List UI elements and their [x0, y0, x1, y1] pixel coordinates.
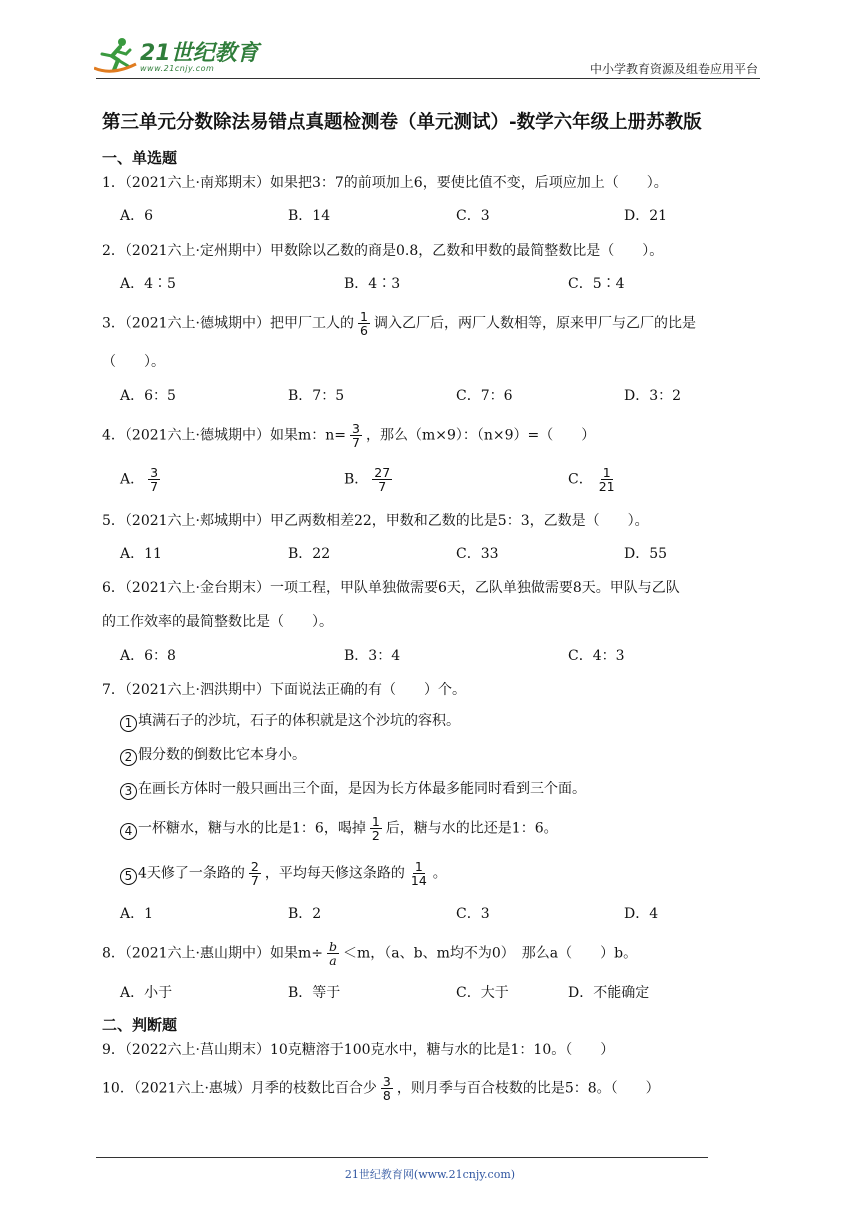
statement-fraction: [370, 815, 382, 842]
fraction-numerator: 1: [414, 859, 423, 874]
q8-text-pre: 8．（2021六上·惠山期中）如果m÷: [102, 945, 323, 962]
q2-option-c: C．5∶4: [568, 276, 625, 292]
q4-text-post: ，那么（m×9）：（n×9）=（ ）: [365, 427, 596, 444]
q8-option-c: C．大于: [456, 985, 509, 1001]
q5-option-a: A．11: [120, 546, 162, 562]
q5-option-b: B．22: [288, 546, 331, 562]
fraction-numerator: b: [329, 939, 338, 954]
q5-option-c: C．33: [456, 546, 499, 562]
q7-option-d: D．4: [624, 906, 659, 922]
statement-text: 在画长方体时一般只画出三个面，是因为长方体最多能同时看到三个面。: [138, 781, 586, 797]
q6-option-c: C．4：3: [568, 648, 625, 664]
question-1: 1．（2021六上·南郑期末）如果把3：7的前项加上6，要使比值不变，后项应加上（ ）。: [102, 175, 668, 191]
site-logo: [94, 36, 264, 78]
question-9: 9．（2022六上·莒山期末）10克糖溶于100克水中，糖与水的比是1：10。（ ）: [102, 1042, 615, 1058]
platform-name: 中小学教育资源及组卷应用平台: [589, 62, 758, 76]
question-6: 6．（2021六上·金台期末）一项工程，甲队单独做需要6天，乙队单独做需要8天。甲队与乙队: [102, 580, 680, 596]
fraction-numerator: 3: [150, 465, 159, 480]
circled-number: 3: [120, 783, 137, 800]
q3-fraction: [358, 310, 370, 337]
option-label: A．: [120, 471, 145, 488]
q7-option-b: B．2: [288, 906, 322, 922]
fraction-denominator: a: [329, 953, 337, 969]
q10-text-pre: 10．（2021六上·惠城）月季的枝数比百合少: [102, 1080, 377, 1097]
question-5: 5．（2021六上·郏城期中）甲乙两数相差22，甲数和乙数的比是5：3，乙数是（ ）。: [102, 513, 649, 529]
fraction-denominator: 21: [598, 479, 615, 495]
fraction-denominator: 7: [250, 873, 259, 889]
option-label: C．: [568, 471, 593, 488]
statement-text: 填满石子的沙坑，石子的体积就是这个沙坑的容积。: [138, 713, 460, 729]
q3-option-a: A．6：5: [120, 388, 176, 404]
statement-text: 假分数的倒数比它本身小。: [138, 747, 306, 763]
q7-option-c: C．3: [456, 906, 490, 922]
q4-fraction: [350, 422, 362, 449]
statement-text: 后，糖与水的比还是1：6。: [385, 820, 558, 837]
q8-fraction: [327, 940, 339, 967]
logo-url: www.21cnjy.com: [140, 64, 215, 73]
option-label: B．: [344, 471, 369, 488]
q3-text-post: 调入乙厂后，两厂人数相等，原来甲厂与乙厂的比是: [373, 315, 696, 332]
question-6-continued: 的工作效率的最简整数比是（ ）。: [102, 614, 333, 630]
circled-number: 4: [120, 823, 137, 840]
q8-option-b: B．等于: [288, 985, 341, 1001]
q3-option-d: D．3：2: [624, 388, 682, 404]
question-3-continued: （ ）。: [102, 354, 165, 370]
fraction-numerator: 2: [250, 859, 259, 874]
q4-option-b: [344, 466, 396, 493]
option-fraction: [372, 466, 392, 493]
page-footer: 21世纪教育网(www.21cnjy.com): [344, 1168, 516, 1181]
fraction-denominator: 7: [352, 435, 360, 451]
question-2: 2．（2021六上·定州期中）甲数除以乙数的商是0.8，乙数和甲数的最简整数比是（ ）。: [102, 243, 664, 259]
q4-option-c: [568, 466, 621, 493]
q2-option-a: A．4∶5: [120, 276, 176, 292]
runner-logo-icon: [94, 36, 138, 76]
q4-option-a: [120, 466, 164, 493]
q10-fraction: [381, 1075, 393, 1102]
statement-text: ，平均每天修这条路的: [264, 865, 405, 882]
q7-statement-1: [120, 714, 460, 732]
q7-statement-2: [120, 748, 306, 766]
q10-text-post: ，则月季与百合枝数的比是5：8。（ ）: [396, 1080, 660, 1097]
question-3: [102, 310, 696, 337]
q5-option-d: D．55: [624, 546, 668, 562]
statement-fraction: [409, 860, 429, 887]
q6-option-b: B．3：4: [344, 648, 401, 664]
q2-option-b: B．4∶3: [344, 276, 401, 292]
q4-text-pre: 4．（2021六上·德城期中）如果m：n=: [102, 427, 347, 444]
q7-statement-5: [120, 860, 447, 887]
statement-text: 一杯糖水，糖与水的比是1：6，喝掉: [138, 820, 366, 837]
fraction-numerator: 3: [352, 421, 360, 436]
fraction-numerator: 3: [382, 1074, 391, 1089]
q8-option-a: A．小于: [120, 985, 173, 1001]
header-divider: [96, 78, 760, 79]
fraction-denominator: 2: [371, 828, 380, 844]
fraction-numerator: 1: [602, 465, 611, 480]
fraction-denominator: 7: [150, 479, 159, 495]
q1-option-a: A．6: [120, 208, 154, 224]
fraction-denominator: 6: [360, 323, 368, 339]
option-fraction: [148, 466, 160, 493]
q3-text-pre: 3．（2021六上·德城期中）把甲厂工人的: [102, 315, 354, 332]
question-4: [102, 422, 595, 449]
q1-option-b: B．14: [288, 208, 331, 224]
footer-divider: [96, 1157, 708, 1158]
q1-option-d: D．21: [624, 208, 668, 224]
circled-number: 2: [120, 749, 137, 766]
section-heading-true-false: 二、判断题: [102, 1016, 178, 1034]
circled-number: 5: [120, 868, 137, 885]
q6-option-a: A．6：8: [120, 648, 176, 664]
q7-statement-4: [120, 815, 558, 842]
q7-option-a: A．1: [120, 906, 154, 922]
question-10: [102, 1075, 660, 1102]
statement-fraction: [249, 860, 261, 887]
fraction-denominator: 8: [382, 1088, 391, 1104]
q1-option-c: C．3: [456, 208, 490, 224]
fraction-denominator: 14: [410, 873, 427, 889]
section-heading-single-choice: 一、单选题: [102, 149, 178, 167]
fraction-numerator: 1: [371, 814, 380, 829]
option-fraction: [597, 466, 617, 493]
logo-text: 21世纪教育: [140, 41, 259, 66]
q8-text-post: ＜m，（a、b、m均不为0） 那么a（ ）b。: [343, 945, 638, 962]
statement-text: 。: [432, 865, 447, 882]
question-7: 7．（2021六上·泗洪期中）下面说法正确的有（ ）个。: [102, 682, 466, 698]
q3-option-c: C．7：6: [456, 388, 513, 404]
page-title: 第三单元分数除法易错点真题检测卷（单元测试）-数学六年级上册苏教版: [102, 112, 702, 133]
q8-option-d: D．不能确定: [568, 985, 650, 1001]
fraction-numerator: 1: [360, 309, 368, 324]
statement-text: 4天修了一条路的: [138, 865, 245, 882]
circled-number: 1: [120, 715, 137, 732]
question-8: [102, 940, 637, 967]
q7-statement-3: [120, 782, 586, 800]
fraction-denominator: 7: [378, 479, 387, 495]
page-header: [0, 0, 860, 80]
q3-option-b: B．7：5: [288, 388, 345, 404]
fraction-numerator: 27: [374, 465, 391, 480]
